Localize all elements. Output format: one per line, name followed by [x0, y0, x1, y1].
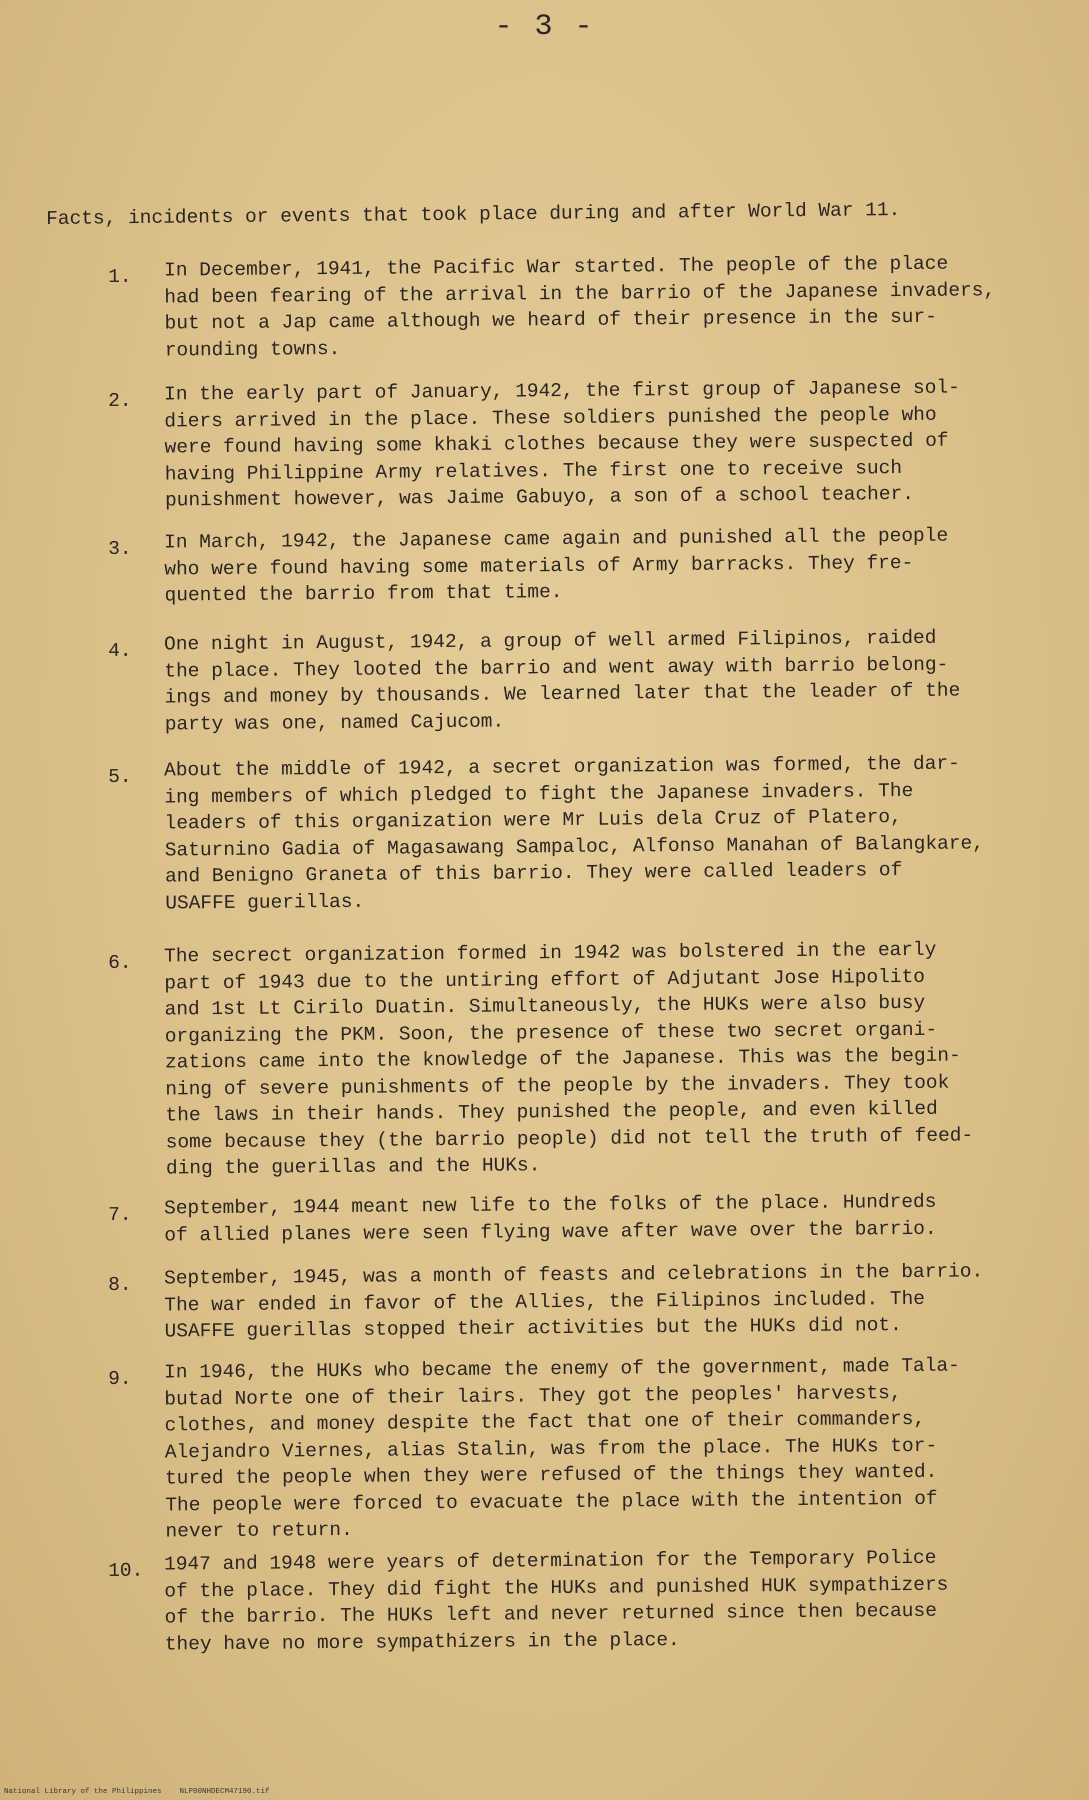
list-item-7 — [108, 1188, 1068, 1247]
page-number: - 3 - — [494, 10, 595, 44]
list-item-4 — [108, 624, 1068, 736]
item-number: 2. — [108, 389, 132, 412]
item-text: In 1946, the HUKs who became the enemy of the government, made Tala- butad Norte one of their lairs. They got the peoples' harvests, clothes, and money despite the fact that one of their commanders, Alejandro Viernes, alias Stalin, was from the place. The HUKs tor- tured the people when they were refused of the things they wanted. The people were forced to evacuate the place with the intention of never to return. — [164, 1354, 960, 1543]
list-item-5 — [108, 750, 1068, 915]
archive-footer: National Library of the Philippines NLP00NHDECM47190.tif — [4, 1788, 270, 1796]
item-number: 8. — [108, 1273, 132, 1296]
item-text: One night in August, 1942, a group of well armed Filipinos, raided the place. They looted the barrio and went away with barrio belong- ings and money by thousands. We learned later that the leader of the party was one, named Cajucom. — [164, 626, 961, 736]
list-item-2 — [108, 374, 1068, 512]
item-number: 10. — [108, 1559, 144, 1582]
item-text: September, 1944 meant new life to the folks of the place. Hundreds of allied planes were seen flying wave after wave over the barrio. — [164, 1190, 937, 1247]
item-text: About the middle of 1942, a secret organization was formed, the dar- ing members of which pledged to fight the Japanese invaders. The leaders of this organization were Mr Luis dela Cruz of Platero, Saturnino Gadia of Magasawang Sampaloc, Alfonso Manahan of Balangkare, and Benigno Graneta of this barrio. They were called leaders of USAFFE guerillas. — [164, 752, 985, 915]
item-number: 3. — [108, 537, 132, 560]
item-number: 7. — [108, 1203, 132, 1226]
item-text: 1947 and 1948 were years of determination for the Temporary Police of the place. They did fight the HUKs and punished HUK sympathizers of the barrio. The HUKs left and never returned since then because they have no more sympathizers in the place. — [164, 1546, 949, 1656]
item-text: In March, 1942, the Japanese came again and punished all the people who were found having some materials of Army barracks. They fre- quented the barrio from that time. — [164, 524, 949, 607]
section-heading: Facts, incidents or events that took place during and after World War 11. — [46, 199, 901, 230]
item-number: 5. — [108, 765, 132, 788]
item-text: In the early part of January, 1942, the first group of Japanese sol- diers arrived in the place. These soldiers punished the people who were found having some khaki clothes because they were suspected of having Philippine Army relatives. The first one to receive such punishment however, was Jaime Gabuyo, a son of a school teacher. — [164, 376, 960, 512]
item-number: 4. — [108, 639, 132, 662]
list-item-10 — [108, 1544, 1068, 1656]
list-item-1 — [108, 250, 1068, 362]
item-number: 1. — [108, 265, 132, 288]
list-item-3 — [108, 522, 1068, 607]
item-number: 9. — [108, 1367, 132, 1390]
list-item-9 — [108, 1352, 1068, 1543]
item-text: In December, 1941, the Pacific War started. The people of the place had been fearing of the arrival in the barrio of the Japanese invaders, but not a Jap came although we heard of their presence in the sur- rounding towns. — [164, 252, 996, 362]
item-text: September, 1945, was a month of feasts and celebrations in the barrio. The war ended in favor of the Allies, the Filipinos included. The USAFFE guerillas stopped their activities but the HUKs did not. — [164, 1260, 984, 1343]
item-number: 6. — [108, 951, 132, 974]
list-item-8 — [108, 1258, 1068, 1343]
item-text: The secrect organization formed in 1942 was bolstered in the early part of 1943 due to the untiring effort of Adjutant Jose Hipolito and 1st Lt Cirilo Duatin. Simultaneously, the HUKs were also busy organizing the PKM. Soon, the presence of these two secret organi- zations came into the knowledge of the Japanese. This was the begin- ning of severe punishments of the people by the invaders. They took the laws in their hands. They punished the people, and even killed some because they (the barrio people) did not tell the truth of feed- ding the guerillas and the HUKs. — [164, 938, 974, 1180]
list-item-6 — [108, 936, 1068, 1180]
